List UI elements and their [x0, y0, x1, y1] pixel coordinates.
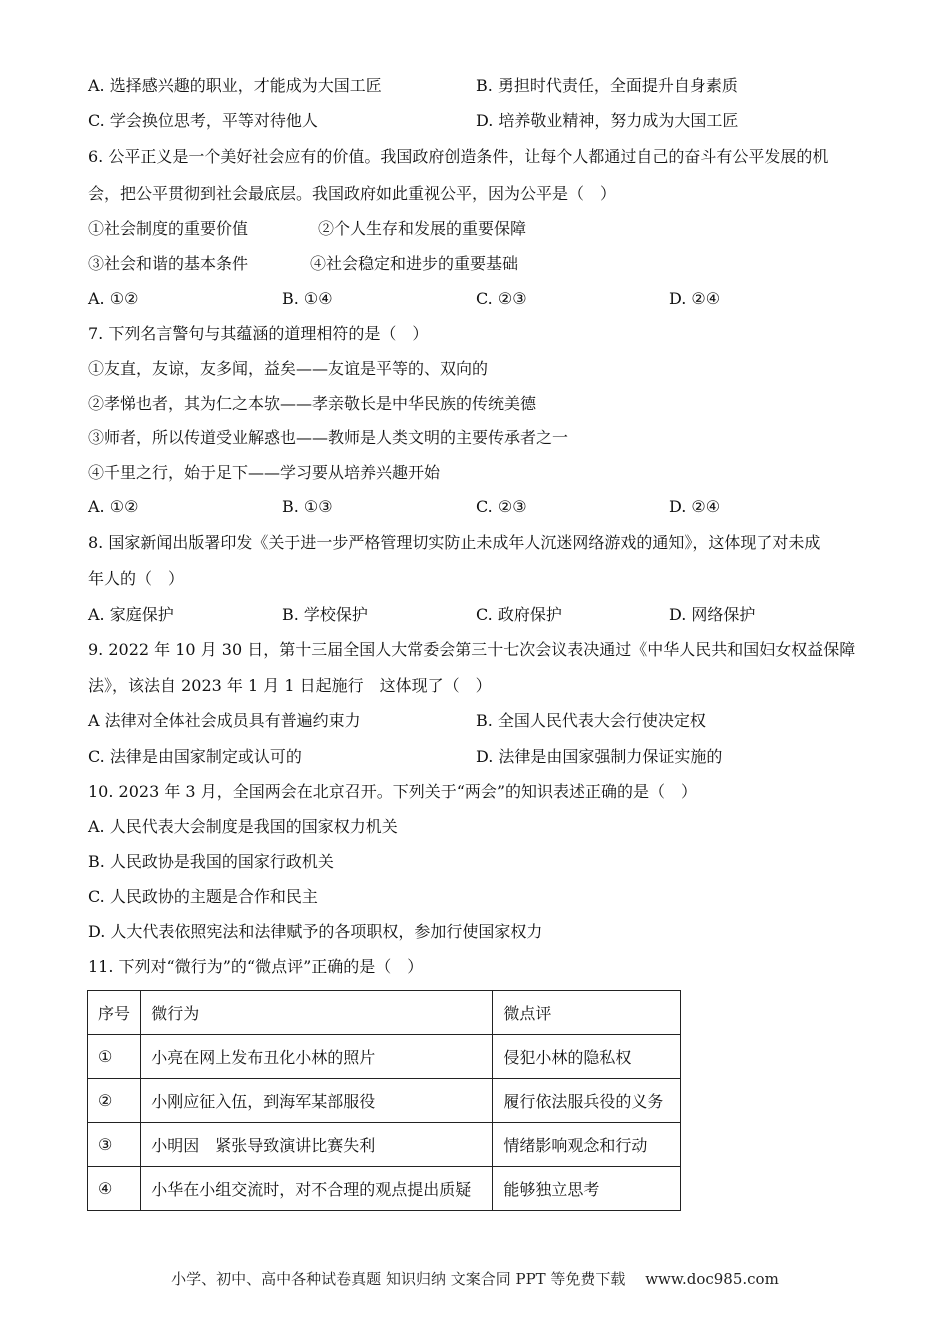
table-cell: 履行依法服兵役的义务	[493, 1079, 681, 1123]
q5-option-a: A. 选择感兴趣的职业，才能成为大国工匠	[88, 76, 382, 95]
table-cell: 小刚应征入伍，到海军某部服役	[141, 1079, 493, 1123]
q7-option-a: A. ①②	[88, 497, 139, 516]
table-cell: ①	[88, 1035, 141, 1079]
q7-item-3: ③师者，所以传道受业解惑也——教师是人类文明的主要传承者之一	[88, 428, 569, 447]
table-row	[88, 1035, 681, 1079]
table-row	[88, 1123, 681, 1167]
q7-item-4: ④千里之行，始于足下——学习要从培养兴趣开始	[88, 463, 441, 482]
table-cell: 能够独立思考	[493, 1167, 681, 1211]
q8-stem-line1: 8. 国家新闻出版署印发《关于进一步严格管理切实防止未成年人沉迷网络游戏的通知》，这体现了对未成	[88, 533, 821, 552]
table-row	[88, 1167, 681, 1211]
q8-stem-line2: 年人的（ ）	[88, 569, 185, 588]
page-footer: 小学、初中、高中各种试卷真题 知识归纳 文案合同 PPT 等免费下载 www.doc985.com	[171, 1270, 779, 1288]
q7-item-2: ②孝悌也者，其为仁之本欤——孝亲敬长是中华民族的传统美德	[88, 394, 537, 413]
table-cell: ②	[88, 1079, 141, 1123]
q6-option-b: B. ①④	[282, 289, 333, 308]
q7-item-1: ①友直，友谅，友多闻，益矣——友谊是平等的、双向的	[88, 359, 489, 378]
q6-option-c: C. ②③	[476, 289, 527, 308]
table-header-cell: 序号	[88, 991, 141, 1035]
q5-option-c: C. 学会换位思考，平等对待他人	[88, 111, 318, 130]
table-cell: 小亮在网上发布丑化小林的照片	[141, 1035, 493, 1079]
table-header-cell: 微行为	[141, 991, 493, 1035]
q11-stem: 11. 下列对“微行为”的“微点评”正确的是（ ）	[88, 957, 424, 976]
table-header-cell: 微点评	[493, 991, 681, 1035]
q9-stem-line2: 法》，该法自 2023 年 1 月 1 日起施行 这体现了（ ）	[88, 676, 492, 695]
q6-item-4: ④社会稳定和进步的重要基础	[310, 254, 519, 273]
q8-option-d: D. 网络保护	[669, 605, 756, 624]
q10-option-b: B. 人民政协是我国的国家行政机关	[88, 852, 334, 871]
q5-option-d: D. 培养敬业精神，努力成为大国工匠	[476, 111, 739, 130]
q9-option-b: B. 全国人民代表大会行使决定权	[476, 711, 706, 730]
table-cell: ③	[88, 1123, 141, 1167]
q9-option-d: D. 法律是由国家强制力保证实施的	[476, 747, 723, 766]
q7-option-b: B. ①③	[282, 497, 333, 516]
table-cell: 小华在小组交流时，对不合理的观点提出质疑	[141, 1167, 493, 1211]
q7-stem: 7. 下列名言警句与其蕴涵的道理相符的是（ ）	[88, 324, 429, 343]
q6-stem-line2: 会，把公平贯彻到社会最底层。我国政府如此重视公平，因为公平是（ ）	[88, 184, 617, 203]
q7-option-c: C. ②③	[476, 497, 527, 516]
q6-item-2: ②个人生存和发展的重要保障	[318, 219, 527, 238]
table-cell: 小明因 紧张导致演讲比赛失利	[141, 1123, 493, 1167]
q6-item-1: ①社会制度的重要价值	[88, 219, 249, 238]
q10-option-c: C. 人民政协的主题是合作和民主	[88, 887, 318, 906]
q9-option-a: A 法律对全体社会成员具有普遍约束力	[88, 711, 361, 730]
q6-option-d: D. ②④	[669, 289, 721, 308]
q6-option-a: A. ①②	[88, 289, 139, 308]
table-cell: 情绪影响观念和行动	[493, 1123, 681, 1167]
q6-item-3: ③社会和谐的基本条件	[88, 254, 249, 273]
q8-option-a: A. 家庭保护	[88, 605, 174, 624]
q5-option-b: B. 勇担时代责任，全面提升自身素质	[476, 76, 738, 95]
q9-option-c: C. 法律是由国家制定或认可的	[88, 747, 302, 766]
q10-option-d: D. 人大代表依照宪法和法律赋予的各项职权，参加行使国家权力	[88, 922, 543, 941]
table-cell: 侵犯小林的隐私权	[493, 1035, 681, 1079]
q10-stem: 10. 2023 年 3 月，全国两会在北京召开。下列关于“两会”的知识表述正确的是（ ）	[88, 782, 698, 801]
q8-option-c: C. 政府保护	[476, 605, 562, 624]
q10-option-a: A. 人民代表大会制度是我国的国家权力机关	[88, 817, 398, 836]
q7-option-d: D. ②④	[669, 497, 721, 516]
table-row	[88, 1079, 681, 1123]
q8-option-b: B. 学校保护	[282, 605, 368, 624]
q6-stem-line1: 6. 公平正义是一个美好社会应有的价值。我国政府创造条件，让每个人都通过自己的奋斗有公平发展的机	[88, 147, 829, 166]
table-cell: ④	[88, 1167, 141, 1211]
table-header-row	[88, 991, 681, 1035]
q9-stem-line1: 9. 2022 年 10 月 30 日，第十三届全国人大常委会第三十七次会议表决通过《中华人民共和国妇女权益保障	[88, 640, 856, 659]
q11-table	[87, 990, 681, 1211]
